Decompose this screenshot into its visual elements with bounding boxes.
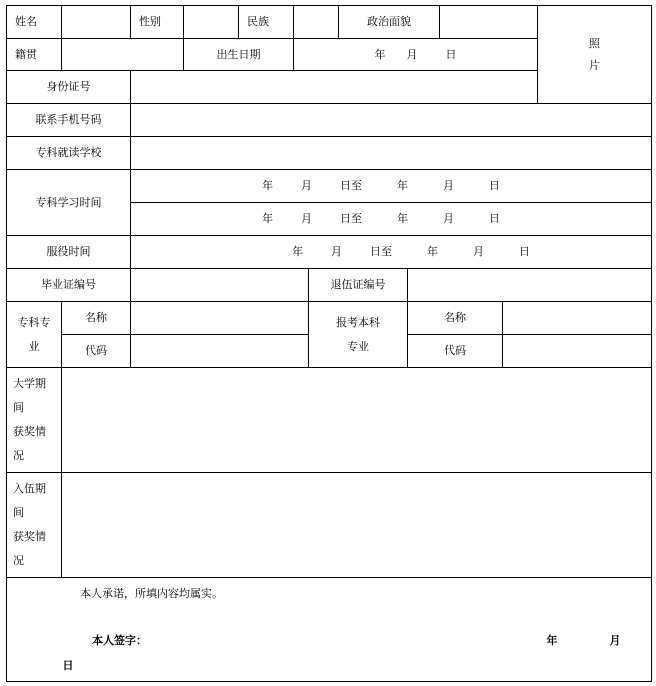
- signature-field[interactable]: [186, 629, 526, 653]
- service-awards-label-line3: 获奖情: [13, 530, 46, 543]
- target-code-field[interactable]: [503, 335, 651, 367]
- college-school-label: 专科就读学校: [35, 146, 102, 159]
- college-time-label: 专科学习时间: [35, 195, 102, 209]
- college-awards-label: [7, 368, 61, 472]
- photo-label-bottom: 片: [589, 58, 600, 72]
- major-name-field[interactable]: [131, 302, 308, 334]
- target-major-label-line2: 专业: [347, 339, 369, 353]
- service-awards-field[interactable]: [62, 473, 651, 577]
- pledge-text: 本人承诺，所填内容均属实。: [80, 587, 223, 600]
- political-field[interactable]: [440, 6, 537, 38]
- phone-field[interactable]: [131, 104, 651, 136]
- college-awards-label-line3: 获奖情: [13, 425, 46, 438]
- diploma-number-label: 毕业证编号: [41, 278, 96, 291]
- table-border-bottom: [6, 681, 652, 682]
- photo-label-top: 照: [589, 36, 600, 50]
- row-divider: [6, 577, 652, 578]
- native-place-field[interactable]: [62, 39, 183, 70]
- birth-date-label: 出生日期: [216, 47, 261, 61]
- signature-label: 本人签字：: [92, 634, 147, 647]
- name-field[interactable]: [62, 6, 130, 38]
- id-number-label: 身份证号: [46, 80, 91, 93]
- table-border-right: [651, 5, 652, 682]
- college-school-field[interactable]: [131, 137, 651, 169]
- diploma-number-field[interactable]: [131, 269, 308, 301]
- college-major-label: [7, 302, 61, 367]
- ethnicity-label: 民族: [247, 15, 269, 28]
- college-time-field-2[interactable]: 年 月 日至 年 月 日: [262, 212, 500, 225]
- target-code-label: 代码: [444, 344, 466, 357]
- college-time-field-1[interactable]: 年 月 日至 年 月 日: [262, 179, 500, 192]
- political-label: 政治面貌: [367, 15, 411, 28]
- service-awards-label-line4: 况: [13, 554, 24, 567]
- college-awards-label-line1: 大学期: [13, 377, 46, 390]
- college-major-label-line1: 专科专: [17, 315, 51, 329]
- target-name-label: 名称: [444, 311, 466, 324]
- sign-day: 日: [62, 659, 74, 672]
- native-place-label: 籍贯: [15, 47, 37, 61]
- major-code-field[interactable]: [131, 335, 308, 367]
- college-awards-field[interactable]: [62, 368, 651, 472]
- target-name-field[interactable]: [503, 302, 651, 334]
- college-awards-label-line4: 况: [13, 449, 24, 462]
- service-awards-label: [7, 473, 61, 577]
- service-time-label: 服役时间: [46, 245, 91, 258]
- service-time-field[interactable]: 年 月 日至 年 月 日: [292, 245, 530, 258]
- target-major-label: [309, 302, 407, 367]
- college-awards-label-line2: 间: [13, 401, 24, 414]
- birth-date-field[interactable]: 年 月 日: [374, 47, 457, 61]
- phone-label: 联系手机号码: [35, 113, 102, 126]
- ethnicity-field[interactable]: [294, 6, 338, 38]
- gender-field[interactable]: [184, 6, 238, 38]
- service-awards-label-line2: 间: [13, 506, 24, 519]
- sign-month: 月: [609, 634, 621, 647]
- target-major-label-line1: 报考本科: [336, 315, 380, 329]
- photo-box[interactable]: [538, 6, 651, 103]
- sign-year: 年: [546, 634, 558, 647]
- major-code-label: 代码: [85, 344, 107, 357]
- major-name-label: 名称: [85, 311, 107, 324]
- name-label: 姓名: [15, 15, 37, 28]
- discharge-number-field[interactable]: [408, 269, 651, 301]
- college-major-label-line2: 业: [28, 339, 40, 353]
- service-awards-label-line1: 入伍期: [13, 482, 46, 495]
- id-number-field[interactable]: [131, 71, 537, 103]
- discharge-number-label: 退伍证编号: [330, 278, 386, 291]
- gender-label: 性别: [139, 15, 161, 28]
